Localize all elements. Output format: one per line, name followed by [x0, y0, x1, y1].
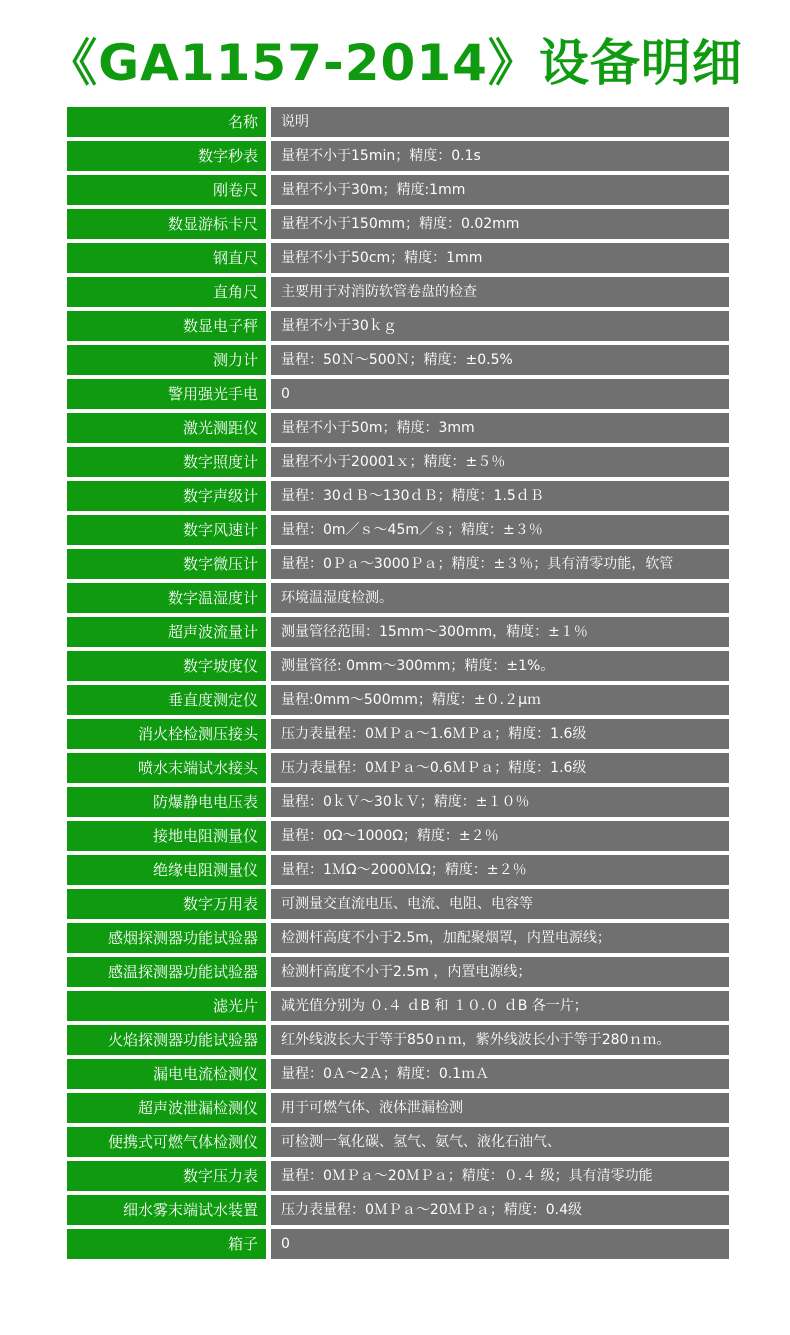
equipment-desc-cell: 减光值分别为 ０.４ ｄB 和 １０.０ ｄB 各一片； [271, 991, 729, 1021]
equipment-desc-cell: 可检测一氧化碳、氢气、氨气、液化石油气、 [271, 1127, 729, 1157]
equipment-name-cell: 数显电子秤 [67, 311, 266, 341]
equipment-name-cell: 防爆静电电压表 [67, 787, 266, 817]
equipment-desc-cell: 量程不小于150mm；精度：0.02mm [271, 209, 729, 239]
equipment-name-cell: 数显游标卡尺 [67, 209, 266, 239]
table-row [67, 1093, 729, 1123]
equipment-desc-cell: 用于可燃气体、液体泄漏检测 [271, 1093, 729, 1123]
equipment-desc-cell: 量程不小于20001ｘ；精度：±５％ [271, 447, 729, 477]
table-row [67, 515, 729, 545]
equipment-desc-cell: 压力表量程：0ＭＰａ～20ＭＰａ；精度：0.4级 [271, 1195, 729, 1225]
equipment-name-cell: 警用强光手电 [67, 379, 266, 409]
table-row [67, 345, 729, 375]
equipment-name-cell: 数字微压计 [67, 549, 266, 579]
equipment-desc-cell: 量程：0Ω～1000Ω；精度：±２％ [271, 821, 729, 851]
equipment-name-cell: 数字坡度仪 [67, 651, 266, 681]
equipment-name-cell: 数字声级计 [67, 481, 266, 511]
equipment-desc-cell: 测量管径: 0mm～300mm；精度：±1%。 [271, 651, 729, 681]
equipment-name-cell: 直角尺 [67, 277, 266, 307]
equipment-name-cell: 数字温湿度计 [67, 583, 266, 613]
table-row [67, 855, 729, 885]
table-row [67, 1229, 729, 1259]
equipment-desc-cell: 量程:0mm～500mm；精度：±０.２μｍ [271, 685, 729, 715]
equipment-desc-cell: 量程：0ＭＰａ～20ＭＰａ；精度：０.４ 级；具有清零功能 [271, 1161, 729, 1191]
equipment-desc-cell: 量程：0Ｐａ～3000Ｐａ；精度：±３％；具有清零功能，软管 [271, 549, 729, 579]
equipment-desc-cell: 量程不小于30m；精度:1mm [271, 175, 729, 205]
equipment-name-cell: 滤光片 [67, 991, 266, 1021]
table-row [67, 617, 729, 647]
table-row [67, 821, 729, 851]
table-row [67, 311, 729, 341]
equipment-name-cell: 箱子 [67, 1229, 266, 1259]
table-row [67, 549, 729, 579]
equipment-desc-cell: 环境温湿度检测。 [271, 583, 729, 613]
table-row [67, 583, 729, 613]
table-row [67, 991, 729, 1021]
equipment-name-cell: 火焰探测器功能试验器 [67, 1025, 266, 1055]
equipment-name-cell: 数字万用表 [67, 889, 266, 919]
equipment-desc-cell: 红外线波长大于等于850ｎｍ，紫外线波长小于等于280ｎｍ。 [271, 1025, 729, 1055]
equipment-name-cell: 数字秒表 [67, 141, 266, 171]
equipment-name-cell: 感温探测器功能试验器 [67, 957, 266, 987]
equipment-desc-cell: 压力表量程：0ＭＰａ～1.6ＭＰａ；精度：1.6级 [271, 719, 729, 749]
table-row [67, 787, 729, 817]
equipment-desc-cell: 量程：0Ａ～2Ａ；精度：0.1ｍＡ [271, 1059, 729, 1089]
table-row [67, 1195, 729, 1225]
equipment-desc-cell: 0 [271, 379, 729, 409]
table-header-row [67, 107, 729, 137]
equipment-desc-cell: 量程不小于50m；精度：3mm [271, 413, 729, 443]
equipment-desc-cell: 检测杆高度不小于2.5m，加配聚烟罩，内置电源线； [271, 923, 729, 953]
header-name-cell: 名称 [67, 107, 266, 137]
equipment-name-cell: 垂直度测定仪 [67, 685, 266, 715]
equipment-desc-cell: 量程：0ｋＶ～30ｋＶ；精度：±１０％ [271, 787, 729, 817]
equipment-desc-cell: 可测量交直流电压、电流、电阻、电容等 [271, 889, 729, 919]
equipment-name-cell: 便携式可燃气体检测仪 [67, 1127, 266, 1157]
table-row [67, 209, 729, 239]
equipment-name-cell: 喷水末端试水接头 [67, 753, 266, 783]
table-row [67, 889, 729, 919]
equipment-desc-cell: 量程不小于15min；精度：0.1s [271, 141, 729, 171]
table-row [67, 141, 729, 171]
table-row [67, 277, 729, 307]
equipment-desc-cell: 0 [271, 1229, 729, 1259]
equipment-desc-cell: 量程：0m／ｓ～45m／ｓ；精度：±３％ [271, 515, 729, 545]
table-row [67, 685, 729, 715]
equipment-name-cell: 接地电阻测量仪 [67, 821, 266, 851]
table-row [67, 481, 729, 511]
table-row [67, 957, 729, 987]
equipment-desc-cell: 主要用于对消防软管卷盘的检查 [271, 277, 729, 307]
table-body [67, 141, 729, 1259]
table-row [67, 1059, 729, 1089]
equipment-name-cell: 漏电电流检测仪 [67, 1059, 266, 1089]
table-row [67, 175, 729, 205]
equipment-name-cell: 刚卷尺 [67, 175, 266, 205]
table-row [67, 753, 729, 783]
equipment-name-cell: 激光测距仪 [67, 413, 266, 443]
equipment-desc-cell: 量程：1ＭΩ～2000ＭΩ；精度：±２％ [271, 855, 729, 885]
page-title: 《GA1157-2014》设备明细 [47, 34, 743, 92]
equipment-desc-cell: 量程不小于30ｋｇ [271, 311, 729, 341]
equipment-name-cell: 数字压力表 [67, 1161, 266, 1191]
table-row [67, 413, 729, 443]
equipment-name-cell: 绝缘电阻测量仪 [67, 855, 266, 885]
equipment-name-cell: 钢直尺 [67, 243, 266, 273]
equipment-name-cell: 数字风速计 [67, 515, 266, 545]
equipment-desc-cell: 检测杆高度不小于2.5m ，内置电源线； [271, 957, 729, 987]
equipment-desc-cell: 量程：30ｄＢ～130ｄＢ；精度：1.5ｄＢ [271, 481, 729, 511]
equipment-name-cell: 测力计 [67, 345, 266, 375]
equipment-name-cell: 细水雾末端试水装置 [67, 1195, 266, 1225]
equipment-name-cell: 数字照度计 [67, 447, 266, 477]
table-row [67, 1127, 729, 1157]
equipment-desc-cell: 量程不小于50cm；精度：1mm [271, 243, 729, 273]
table-row [67, 1161, 729, 1191]
table-row [67, 1025, 729, 1055]
equipment-name-cell: 感烟探测器功能试验器 [67, 923, 266, 953]
table-row [67, 243, 729, 273]
equipment-name-cell: 超声波流量计 [67, 617, 266, 647]
equipment-name-cell: 超声波泄漏检测仪 [67, 1093, 266, 1123]
header-desc-cell: 说明 [271, 107, 729, 137]
equipment-desc-cell: 测量管径范围：15mm～300mm，精度：±１％ [271, 617, 729, 647]
equipment-desc-cell: 量程：50Ｎ～500Ｎ；精度：±0.5% [271, 345, 729, 375]
table-row [67, 719, 729, 749]
table-row [67, 651, 729, 681]
table-row [67, 447, 729, 477]
equipment-desc-cell: 压力表量程：0ＭＰａ～0.6ＭＰａ；精度：1.6级 [271, 753, 729, 783]
equipment-name-cell: 消火栓检测压接头 [67, 719, 266, 749]
equipment-table [67, 107, 729, 1263]
table-row [67, 923, 729, 953]
table-row [67, 379, 729, 409]
